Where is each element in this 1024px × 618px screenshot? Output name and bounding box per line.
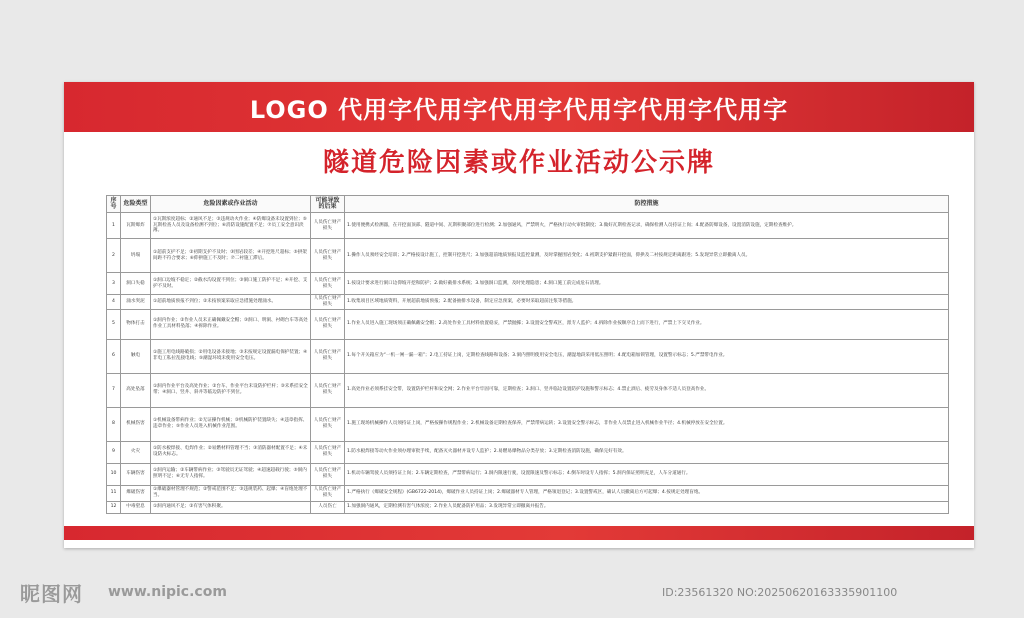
cell-measures: 1.加强洞内通风，定期检测有害气体浓度；2.作业人员配备防护用品；3.发现异常立即撤离并报告。 — [345, 501, 949, 513]
cell-factors: ①超前地质预报不到位；②未按预案采取应急措施处理涌水。 — [151, 295, 311, 310]
cell-type: 高处坠落 — [121, 373, 151, 407]
table-row — [107, 441, 949, 463]
cell-result: 人员伤亡财产损失 — [311, 441, 345, 463]
header-banner — [64, 82, 974, 132]
cell-no: 5 — [107, 309, 121, 339]
cell-type: 涌水突泥 — [121, 295, 151, 310]
cell-result: 人员伤亡财产损失 — [311, 407, 345, 441]
header-measures: 防控措施 — [345, 196, 949, 213]
cell-no: 2 — [107, 239, 121, 273]
cell-type: 车辆伤害 — [121, 463, 151, 485]
cell-measures: 1.按设计要求进行洞口边仰坡开挖和防护；2.做好截排水系统；3.加强洞口监测，及时处理隐患；4.洞口施工前完成危石清理。 — [345, 273, 949, 295]
cell-type: 瓦斯爆炸 — [121, 213, 151, 239]
cell-factors: ①洞内通风不足；②有害气体积聚。 — [151, 501, 311, 513]
cell-measures: 1.每个开关箱应为“一机一闸一漏一箱”；2.电工持证上岗，定期检查线路和设备；3.洞内照明使用安全电压，潮湿地段采用低压照明；4.配电箱加锁管理，设置警示标志；5.严禁带电作业。 — [345, 339, 949, 373]
table-row — [107, 239, 949, 273]
table-body — [107, 213, 949, 514]
cell-no: 1 — [107, 213, 121, 239]
table-row — [107, 295, 949, 310]
cell-factors: ①瓦斯浓度超标；②通风不足；③违规动火作业；④防爆设备未设置到位；⑤瓦斯检查人员及设备检测不到位；⑥消防设施配置不足；⑦员工安全意识淡薄。 — [151, 213, 311, 239]
cell-result: 人员伤亡财产损失 — [311, 273, 345, 295]
table-row — [107, 213, 949, 239]
cell-type: 火灾 — [121, 441, 151, 463]
header-no: 序号 — [107, 196, 121, 213]
cell-factors: ①洞口边坡不稳定；②截水沟设置不到位；③洞口施工防护不足；④开挖、支护不及时。 — [151, 273, 311, 295]
table-row — [107, 463, 949, 485]
cell-factors: ①爆破器材管理不规范；②警戒范围不足；③违规装药、起爆；④盲炮处理不当。 — [151, 485, 311, 501]
cell-no: 10 — [107, 463, 121, 485]
cell-no: 9 — [107, 441, 121, 463]
watermark-logo: 昵图网 — [20, 582, 83, 606]
table-row — [107, 407, 949, 441]
cell-factors: ①洞内运输；②车辆带病作业；③驾驶员无证驾驶；④超速超载行驶；⑤洞内照明不足；⑥无专人指挥。 — [151, 463, 311, 485]
board-title: 隧道危险因素或作业活动公示牌 — [322, 148, 715, 178]
cell-result: 人员伤亡 — [311, 501, 345, 513]
cell-type: 爆破伤害 — [121, 485, 151, 501]
cell-measures: 1.严格执行《爆破安全规程》(GB6722-2014)，爆破作业人员持证上岗；2.爆破器材专人管理，严格领退登记；3.设置警戒区，确认人员撤离后方可起爆；4.按规定处理盲炮。 — [345, 485, 949, 501]
cell-measures: 1.操作人员须经安全培训；2.严格按设计施工，控制开挖进尺；3.加强超前地质预报及监控量测，及时掌握围岩变化；4.初期支护紧跟开挖面，仰拱及二衬按规定距离跟进；5.发现异常立即撤离人员。 — [345, 239, 949, 273]
table-row — [107, 373, 949, 407]
cell-factors: ①超前支护不足；②初期支护不及时；③围岩较差；④开挖进尺超标；⑤拱架间距不符合要求；⑥仰拱施工不及时；⑦二衬施工滞后。 — [151, 239, 311, 273]
watermark-id: ID:23561320 NO:20250620163335901100 — [662, 586, 898, 599]
cell-factors: ①防水板焊接、电焊作业；②易燃材料管理不当；③消防器材配置不足；④未设防火标志。 — [151, 441, 311, 463]
banner-text: LOGO 代用字代用字代用字代用字代用字代用字 — [249, 95, 789, 124]
cell-result: 人员伤亡财产损失 — [311, 463, 345, 485]
cell-type: 物体打击 — [121, 309, 151, 339]
table-row — [107, 273, 949, 295]
hazard-table-wrapper — [106, 195, 948, 514]
header-factors: 危险因素或作业活动 — [151, 196, 311, 213]
watermark-url: www.nipic.com — [108, 584, 227, 600]
cell-measures: 1.使用便携式检测器，在开挖面顶部、隧道中间、瓦斯积聚部位进行检测；2.加强通风，严禁明火，严格执行动火审批制度；3.做好瓦斯检查记录，确保检测人员持证上岗；4.配备防爆设备，设置消防设施，定期检查维护。 — [345, 213, 949, 239]
cell-no: 6 — [107, 339, 121, 373]
cell-result: 人员伤亡财产损失 — [311, 373, 345, 407]
cell-measures: 1.防水板焊接等动火作业须办理审批手续，配备灭火器材并设专人监护；2.易燃易爆物品分类存放；3.定期检查消防设施，确保完好有效。 — [345, 441, 949, 463]
cell-result: 人员伤亡财产损失 — [311, 213, 345, 239]
cell-type: 触电 — [121, 339, 151, 373]
cell-type: 中毒窒息 — [121, 501, 151, 513]
hazard-table — [106, 195, 949, 514]
table-row — [107, 339, 949, 373]
cell-result: 人员伤亡财产损失 — [311, 295, 345, 310]
table-row — [107, 309, 949, 339]
cell-measures: 1.机动车辆驾驶人员须持证上岗；2.车辆定期检查，严禁带病运行；3.洞内限速行驶，设置限速及警示标志；4.倒车时设专人指挥；5.洞内保证照明充足，人车分道通行。 — [345, 463, 949, 485]
table-header-row — [107, 196, 949, 213]
cell-type: 洞口失稳 — [121, 273, 151, 295]
cell-result: 人员伤亡财产损失 — [311, 309, 345, 339]
cell-factors: ①洞内作业平台及高处作业；②台车、作业平台未设防护栏杆；③未系挂安全带；④洞口、竖井、斜井等临边防护不到位。 — [151, 373, 311, 407]
cell-type: 机械伤害 — [121, 407, 151, 441]
cell-no: 4 — [107, 295, 121, 310]
cell-no: 8 — [107, 407, 121, 441]
cell-measures: 1.高处作业必须系挂安全带，设置防护栏杆和安全网；2.作业平台牢固可靠，定期检查；3.洞口、竖井临边设置防护设施和警示标志；4.禁止酒后、疲劳及身体不适人员登高作业。 — [345, 373, 949, 407]
cell-no: 7 — [107, 373, 121, 407]
cell-type: 坍塌 — [121, 239, 151, 273]
table-row — [107, 501, 949, 513]
cell-result: 人员伤亡财产损失 — [311, 239, 345, 273]
cell-measures: 1.作业人员进入施工现场须正确佩戴安全帽；2.高处作业工具材料放置稳妥，严禁抛掷；3.设置安全警戒区，派专人监护；4.拆除作业按顺序自上而下进行，严禁上下交叉作业。 — [345, 309, 949, 339]
footer-bar — [64, 526, 974, 540]
cell-factors: ①施工用电线路破损；②用电设备未接地；③未按规定设置漏电保护装置；④非电工私拉乱接电线；⑤潮湿环境未使用安全电压。 — [151, 339, 311, 373]
table-row — [107, 485, 949, 501]
cell-factors: ①洞内作业；②作业人员未正确佩戴安全帽；③洞口、明洞、衬砌台车等高处作业工具材料坠落；④拆除作业。 — [151, 309, 311, 339]
cell-no: 3 — [107, 273, 121, 295]
cell-result: 人员伤亡财产损失 — [311, 339, 345, 373]
cell-result: 人员伤亡财产损失 — [311, 485, 345, 501]
cell-no: 12 — [107, 501, 121, 513]
cell-no: 11 — [107, 485, 121, 501]
cell-measures: 1.收集项目区域地质资料，开展超前地质预报；2.配备抽排水设备，制定应急预案，必要时采取超前注浆等措施。 — [345, 295, 949, 310]
cell-measures: 1.施工现场机械操作人员须持证上岗，严格按操作规程作业；2.机械设备定期检查保养，严禁带病运转；3.设置安全警示标志，非作业人员禁止进入机械作业半径；4.机械停放在安全位置。 — [345, 407, 949, 441]
notice-board — [64, 82, 974, 548]
cell-factors: ①机械设备带病作业；②无证操作机械；③机械防护装置缺失；④违章指挥、违章作业；⑤作业人员进入机械作业范围。 — [151, 407, 311, 441]
header-type: 危险类型 — [121, 196, 151, 213]
header-result: 可能导致的后果 — [311, 196, 345, 213]
